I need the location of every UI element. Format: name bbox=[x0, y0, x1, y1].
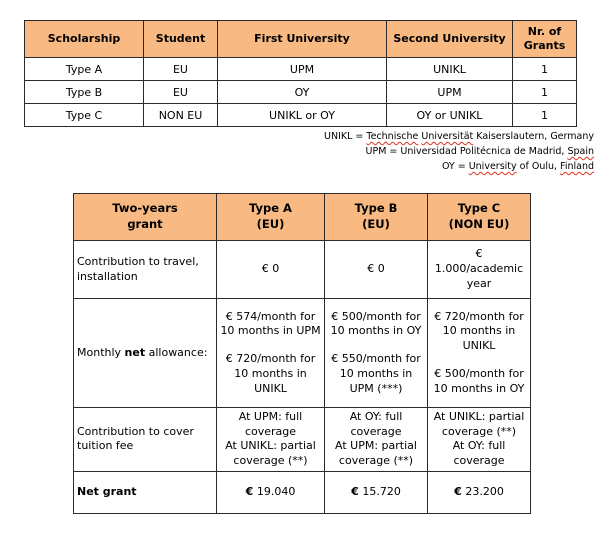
legend-text: Kaiserslautern, Germany bbox=[473, 131, 594, 142]
net-grant-amount: 23.200 bbox=[465, 485, 504, 499]
cell-second-university: UNIKL bbox=[387, 58, 513, 81]
cell-grants: 1 bbox=[513, 58, 577, 81]
monthly-type-c bbox=[428, 299, 531, 408]
scholarship-table-header-row bbox=[25, 21, 577, 58]
header-type-a bbox=[217, 194, 325, 241]
monthly-type-a bbox=[217, 299, 325, 408]
net-grant-amount: 15.720 bbox=[362, 485, 401, 499]
header-nr-of-grants: Nr. of Grants bbox=[513, 21, 577, 58]
grant-table bbox=[73, 193, 531, 514]
euro-sign: € bbox=[245, 485, 254, 499]
net-grant-amount: 19.040 bbox=[256, 485, 296, 499]
header-first-university: First University bbox=[218, 21, 387, 58]
label-text: Monthly bbox=[77, 345, 125, 359]
legend-misspelled-word: Universität bbox=[421, 131, 474, 142]
header-scholarship: Scholarship bbox=[25, 21, 144, 58]
cell-student: NON EU bbox=[144, 104, 218, 127]
legend-misspelled-word: Technische bbox=[366, 131, 419, 142]
legend-line-upm bbox=[324, 144, 594, 159]
cell-scholarship: Type C bbox=[25, 104, 144, 127]
legend-line-oy bbox=[324, 159, 594, 174]
header-line: (EU) bbox=[362, 217, 390, 231]
scholarship-table bbox=[24, 20, 577, 127]
cell-student: EU bbox=[144, 81, 218, 104]
legend-text: OY = bbox=[441, 161, 469, 172]
table-row-type-b bbox=[25, 81, 577, 104]
row-label-monthly bbox=[74, 299, 217, 408]
header-type-c bbox=[428, 194, 531, 241]
row-label-net-grant: Net grant bbox=[74, 471, 217, 513]
net-grant-type-c bbox=[428, 471, 531, 513]
legend-text: UNIKL = bbox=[324, 131, 367, 142]
row-monthly-allowance bbox=[74, 299, 531, 408]
allowance-entry: € 720/month for 10 months in UNIKL bbox=[225, 352, 316, 395]
cell-first-university: UNIKL or OY bbox=[218, 104, 387, 127]
tuition-type-c bbox=[428, 408, 531, 472]
allowance-entry: € 500/month for 10 months in OY bbox=[433, 366, 525, 395]
header-line: Two-years bbox=[112, 201, 178, 216]
row-net-grant bbox=[74, 471, 531, 513]
row-label-travel: Contribution to travel, installation bbox=[74, 241, 217, 299]
grant-table-header-row bbox=[74, 194, 531, 241]
legend-misspelled-word: Finland bbox=[560, 161, 594, 172]
allowance-entry: € 550/month for 10 months in UPM (***) bbox=[331, 352, 421, 395]
tuition-entry: At OY: full coverage bbox=[452, 439, 506, 468]
euro-sign: € bbox=[454, 485, 462, 499]
header-second-university: Second University bbox=[387, 21, 513, 58]
legend-text: UPM = Universidad Politécnica de Madrid, bbox=[365, 146, 568, 157]
legend-misspelled-word: University bbox=[468, 161, 517, 172]
legend-misspelled-word: Spain bbox=[567, 146, 594, 157]
header-two-years-grant bbox=[74, 194, 217, 241]
header-line: Type C bbox=[457, 201, 501, 216]
header-line: (EU) bbox=[256, 217, 285, 231]
cell-scholarship: Type A bbox=[25, 58, 144, 81]
allowance-entry: € 500/month for 10 months in OY bbox=[330, 309, 422, 338]
header-type-b bbox=[325, 194, 428, 241]
cell-first-university: OY bbox=[218, 81, 387, 104]
header-line: Type A bbox=[249, 201, 292, 216]
tuition-entry: At UPM: partial coverage (**) bbox=[335, 439, 417, 468]
travel-type-b: € 0 bbox=[325, 241, 428, 299]
legend-line-unikl bbox=[324, 129, 594, 144]
row-tuition-contribution bbox=[74, 408, 531, 472]
tuition-entry: At UNIKL: partial coverage (**) bbox=[225, 439, 316, 468]
travel-type-c: € 1.000/academic year bbox=[428, 241, 531, 299]
table-row-type-c bbox=[25, 104, 577, 127]
cell-second-university: UPM bbox=[387, 81, 513, 104]
travel-type-a: € 0 bbox=[217, 241, 325, 299]
header-line: grant bbox=[127, 217, 163, 231]
tuition-entry: At UNIKL: partial coverage (**) bbox=[433, 410, 525, 438]
allowance-entry: € 720/month for 10 months in UNIKL bbox=[434, 309, 524, 353]
header-line: Type B bbox=[354, 201, 398, 216]
university-legend bbox=[324, 129, 594, 174]
row-travel-contribution bbox=[74, 241, 531, 299]
tuition-entry: At UPM: full coverage bbox=[238, 410, 303, 438]
cell-scholarship: Type B bbox=[25, 81, 144, 104]
net-grant-type-a bbox=[217, 471, 325, 513]
cell-second-university: OY or UNIKL bbox=[387, 104, 513, 127]
label-text: allowance: bbox=[145, 345, 208, 359]
label-text-bold: net bbox=[124, 345, 146, 359]
header-line: (NON EU) bbox=[448, 217, 510, 231]
table-row-type-a bbox=[25, 58, 577, 81]
row-label-tuition: Contribution to cover tuition fee bbox=[74, 408, 217, 472]
legend-text: of Oulu, bbox=[516, 161, 561, 172]
cell-grants: 1 bbox=[513, 81, 577, 104]
tuition-type-b bbox=[325, 408, 428, 472]
cell-first-university: UPM bbox=[218, 58, 387, 81]
allowance-entry: € 574/month for 10 months in UPM bbox=[220, 309, 321, 338]
monthly-type-b bbox=[325, 299, 428, 408]
cell-grants: 1 bbox=[513, 104, 577, 127]
tuition-entry: At OY: full coverage bbox=[349, 410, 403, 438]
euro-sign: € bbox=[351, 485, 359, 499]
header-student: Student bbox=[144, 21, 218, 58]
cell-student: EU bbox=[144, 58, 218, 81]
tuition-type-a bbox=[217, 408, 325, 472]
net-grant-type-b bbox=[325, 471, 428, 513]
